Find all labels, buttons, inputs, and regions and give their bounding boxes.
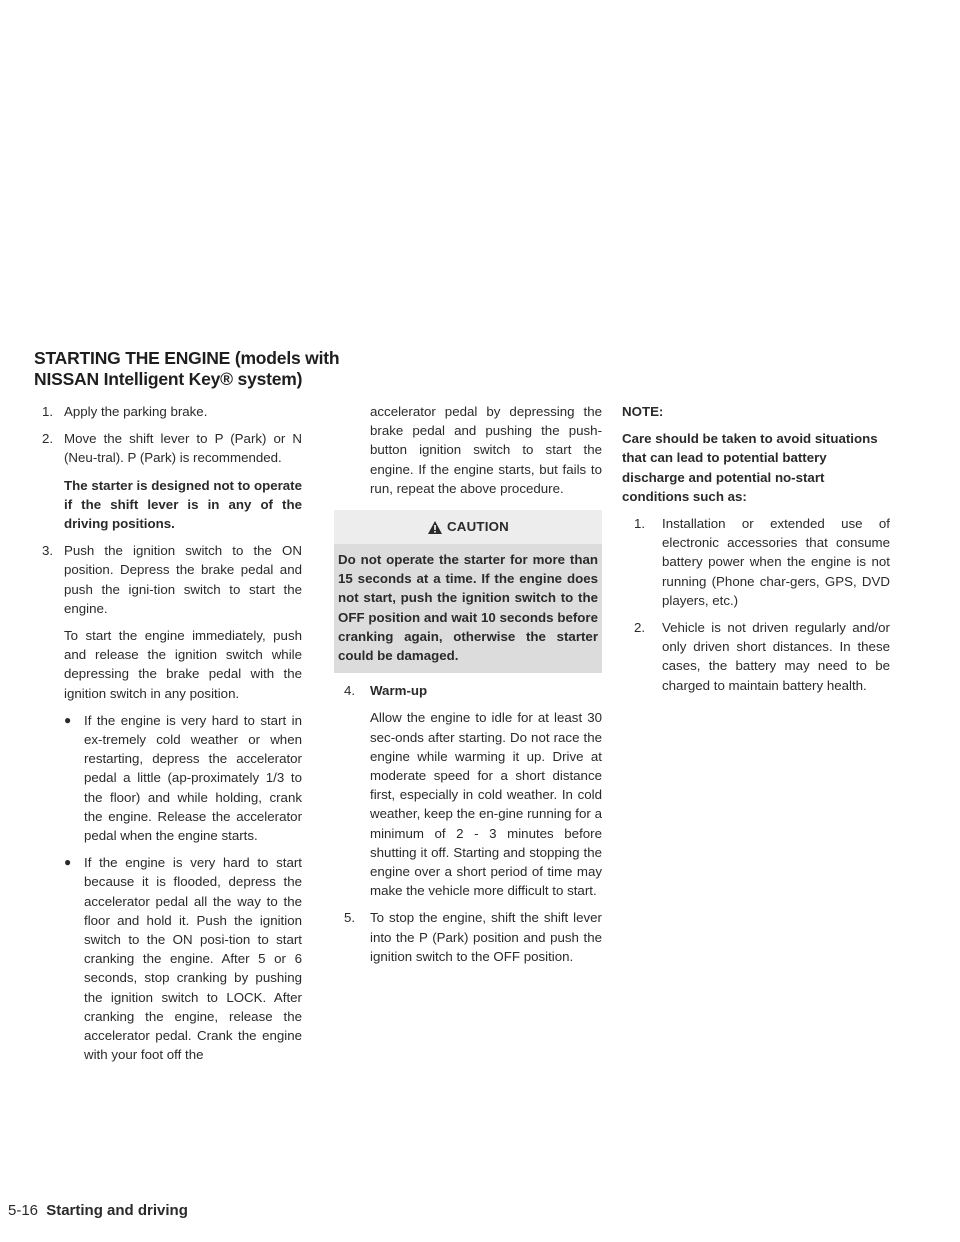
note-item-number: 2. (634, 620, 646, 636)
step-2 (34, 429, 302, 533)
chapter-name: Starting and driving (46, 1202, 188, 1219)
note-intro: Care should be taken to avoid situations that can lead to potential battery discharge and potential no-start conditions such as: (622, 431, 878, 504)
note-item-text: Installation or extended use of electronic accessories that consume battery power when the engine is not running (Phone char-gers, GPS, DVD players, etc.) (662, 516, 890, 608)
page-footer (8, 1201, 188, 1220)
step-text: To stop the engine, shift the shift lever into the P (Park) position and push the ignition switch to the OFF position. (370, 910, 602, 964)
step-number: 1. (42, 404, 54, 419)
step-label: Warm-up (370, 683, 428, 699)
column-1 (34, 402, 302, 1073)
continued-text: accelerator pedal by depressing the brake pedal and pushing the push-button ignition switch to start the engine. If the engine starts, but fails to run, repeat the above procedure. (370, 404, 602, 496)
section-title-line2: NISSAN Intelligent Key® system) (34, 369, 303, 389)
step-1 (34, 402, 302, 421)
caution-box (334, 510, 602, 673)
step-number: 3. (42, 543, 54, 559)
column-3 (622, 402, 890, 703)
step-4 (334, 681, 602, 900)
step-text: Allow the engine to idle for at least 30 sec-onds after starting. Do not race the engine while warming it up. Drive at moderate speed for a short distance first, especially in cold weather. In cold weather, keep the en-gine running for a minimum of 2 - 3 minutes before shutting it off. Starting and stopping the engine over a short period of time may make the vehicle more difficult to start. (370, 710, 602, 899)
page-number: 5-16 (8, 1202, 39, 1219)
bullet-icon: ● (64, 855, 72, 870)
note-item-number: 1. (634, 516, 646, 532)
step-text: Move the shift lever to P (Park) or N (Neu-tral). P (Park) is recommended. (64, 431, 302, 466)
section-title-line1: STARTING THE ENGINE (models with (34, 348, 340, 368)
bullet-text: If the engine is very hard to start in ex-tremely cold weather or when restarting, depress the accelerator pedal a little (ap-proximately 1/3 to the floor) and while holding, crank the engine. Release the accelerator pedal when the engine starts. (84, 712, 302, 844)
warning-icon (427, 520, 443, 535)
step-number: 5. (344, 910, 356, 926)
section-title (34, 348, 364, 390)
step-extra: To start the engine immediately, push and release the ignition switch while depressing the brake pedal with the ignition switch in any position. (64, 628, 302, 701)
note-item (622, 618, 890, 695)
step-text: Push the ignition switch to the ON position. Depress the brake pedal and push the igni-tion switch to start the engine. (64, 543, 302, 616)
caution-body: Do not operate the starter for more than 15 seconds at a time. If the engine does not start, push the ignition switch to the OFF position and wait 10 seconds before cranking again, otherwise the starter could be damaged. (338, 552, 598, 664)
step-note: The starter is designed not to operate if the shift lever is in any of the driving positions. (64, 477, 302, 532)
step-text: Apply the parking brake. (64, 404, 208, 419)
bullet-item (64, 853, 302, 1064)
note-item-text: Vehicle is not driven regularly and/or only driven short distances. In these cases, the battery may need to be charged to maintain battery health. (662, 620, 890, 693)
bullet-item (64, 711, 302, 845)
caution-heading: CAUTION (447, 519, 509, 535)
note-title: NOTE: (622, 404, 664, 419)
step-3 (34, 541, 302, 1064)
step-number: 2. (42, 431, 54, 447)
caution-header (334, 510, 602, 544)
step-5 (334, 908, 602, 966)
bullet-text: If the engine is very hard to start because it is flooded, depress the accelerator pedal all the way to the floor and hold it. Push the ignition switch to the ON posi-tion to start cranking the engine. After 5 or 6 seconds, stop cranking by pushing the ignition switch to LOCK. After cranking the engine, release the accelerator pedal. Crank the engine with your foot off the (84, 855, 302, 1063)
note-item (622, 514, 890, 610)
step-number: 4. (344, 683, 356, 699)
bullet-icon: ● (64, 712, 72, 727)
column-2 (334, 402, 602, 974)
